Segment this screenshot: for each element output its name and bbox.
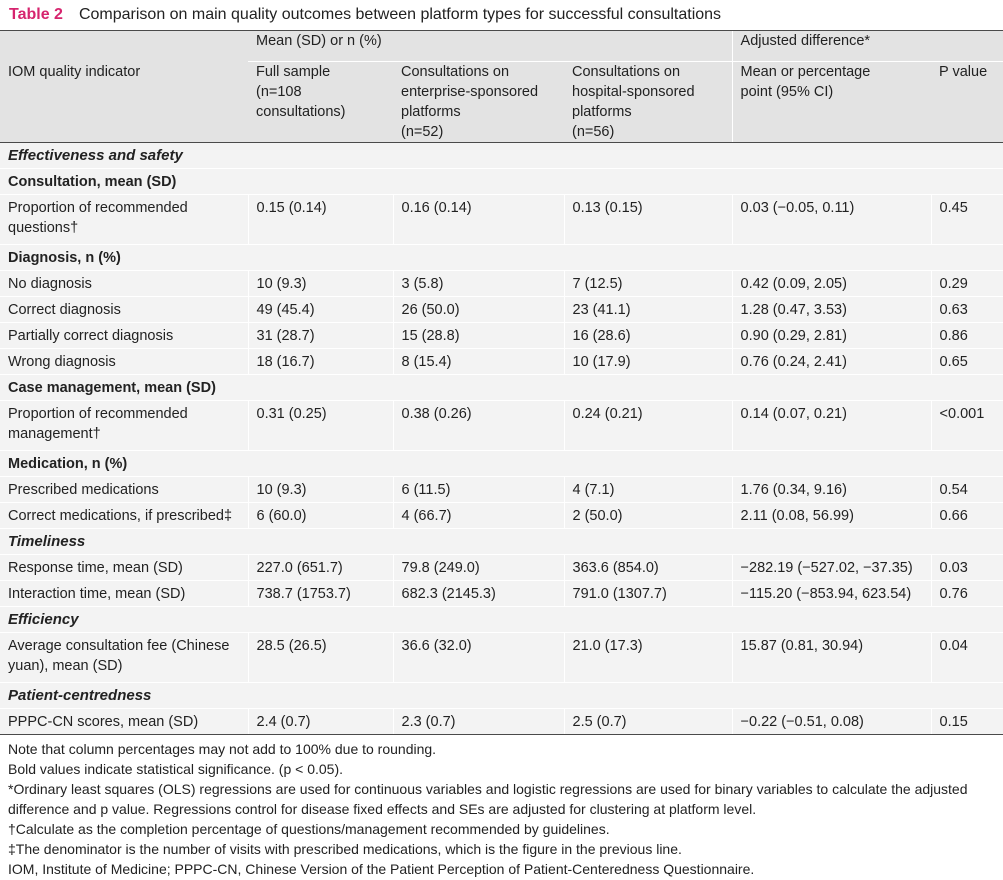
section-label: Patient-centredness [0,683,1003,709]
full-sample-cell: 31 (28.7) [248,323,393,349]
section-label: Effectiveness and safety [0,143,1003,169]
table-title-bar [0,0,1003,31]
indicator-cell: Correct medications, if prescribed‡ [0,503,248,529]
enterprise-cell: 0.38 (0.26) [393,401,564,451]
enterprise-cell: 36.6 (32.0) [393,633,564,683]
indicator-cell: PPPC-CN scores, mean (SD) [0,709,248,735]
subsection-label: Case management, mean (SD) [0,375,1003,401]
table-label: Table 2 [9,6,63,23]
difference-cell: 0.03 (−0.05, 0.11) [732,195,931,245]
header-full-sample [248,62,393,143]
header-group-adjusted: Adjusted difference* [732,31,1003,62]
difference-cell: 2.11 (0.08, 56.99) [732,503,931,529]
hospital-cell: 791.0 (1307.7) [564,581,732,607]
header-diff-line: Mean or percentage [740,64,871,80]
indicator-cell: Correct diagnosis [0,297,248,323]
indicator-cell: Interaction time, mean (SD) [0,581,248,607]
p-value-cell: 0.03 [931,555,1003,581]
section-label: Efficiency [0,607,1003,633]
header-hosp-line: hospital-sponsored [572,84,695,100]
difference-cell: −0.22 (−0.51, 0.08) [732,709,931,735]
header-ent-line: enterprise-sponsored [401,84,539,100]
p-value-cell: 0.54 [931,477,1003,503]
indicator-cell: Response time, mean (SD) [0,555,248,581]
subsection-row [0,375,1003,401]
enterprise-cell: 3 (5.8) [393,271,564,297]
note-line: IOM, Institute of Medicine; PPPC-CN, Chinese Version of the Patient Perception of Patient-Centeredness Questionnaire. [8,861,755,877]
hospital-cell: 0.13 (0.15) [564,195,732,245]
note-line: Note that column percentages may not add to 100% due to rounding. [8,741,437,757]
hospital-cell: 16 (28.6) [564,323,732,349]
header-hosp-line: Consultations on [572,64,681,80]
table-row [0,503,1003,529]
p-value-cell: 0.45 [931,195,1003,245]
subsection-label: Consultation, mean (SD) [0,169,1003,195]
header-ent-line: platforms [401,104,461,120]
full-sample-cell: 18 (16.7) [248,349,393,375]
header-full-line: consultations) [256,104,346,120]
table-row [0,349,1003,375]
indicator-cell: Wrong diagnosis [0,349,248,375]
full-sample-cell: 227.0 (651.7) [248,555,393,581]
p-value-cell: 0.15 [931,709,1003,735]
section-row [0,529,1003,555]
header-full-line: Full sample [256,64,331,80]
difference-cell: 15.87 (0.81, 30.94) [732,633,931,683]
table-row [0,555,1003,581]
p-value-cell: 0.04 [931,633,1003,683]
header-indicator: IOM quality indicator [0,62,248,143]
subsection-label: Medication, n (%) [0,451,1003,477]
subsection-label: Diagnosis, n (%) [0,245,1003,271]
hospital-cell: 0.24 (0.21) [564,401,732,451]
header-ent-line: Consultations on [401,64,510,80]
p-value-cell: 0.86 [931,323,1003,349]
difference-cell: 1.28 (0.47, 3.53) [732,297,931,323]
table-row [0,195,1003,245]
hospital-cell: 4 (7.1) [564,477,732,503]
indicator-cell: Partially correct diagnosis [0,323,248,349]
difference-cell: 1.76 (0.34, 9.16) [732,477,931,503]
difference-cell: −115.20 (−853.94, 623.54) [732,581,931,607]
hospital-cell: 2.5 (0.7) [564,709,732,735]
difference-cell: −282.19 (−527.02, −37.35) [732,555,931,581]
enterprise-cell: 6 (11.5) [393,477,564,503]
header-p-value: P value [931,62,1003,143]
header-hosp-line: (n=56) [572,124,615,140]
full-sample-cell: 10 (9.3) [248,477,393,503]
table-row [0,633,1003,683]
header-group-mean: Mean (SD) or n (%) [248,31,732,62]
section-row [0,607,1003,633]
difference-cell: 0.90 (0.29, 2.81) [732,323,931,349]
table-row [0,709,1003,735]
p-value-cell: 0.29 [931,271,1003,297]
full-sample-cell: 738.7 (1753.7) [248,581,393,607]
indicator-cell: Prescribed medications [0,477,248,503]
subsection-row [0,245,1003,271]
enterprise-cell: 682.3 (2145.3) [393,581,564,607]
header-blank [0,31,248,62]
subsection-row [0,451,1003,477]
hospital-cell: 7 (12.5) [564,271,732,297]
indicator-cell: Proportion of recommended questions† [0,195,248,245]
full-sample-cell: 49 (45.4) [248,297,393,323]
enterprise-cell: 2.3 (0.7) [393,709,564,735]
full-sample-cell: 0.15 (0.14) [248,195,393,245]
table-row [0,581,1003,607]
note-line: ‡The denominator is the number of visits with prescribed medications, which is the figure in the previous line. [8,841,682,857]
hospital-cell: 363.6 (854.0) [564,555,732,581]
hospital-cell: 2 (50.0) [564,503,732,529]
full-sample-cell: 6 (60.0) [248,503,393,529]
note-line: †Calculate as the completion percentage of questions/management recommended by guidelines. [8,821,610,837]
header-hospital [564,62,732,143]
table-title: Comparison on main quality outcomes between platform types for successful consultations [78,6,722,23]
header-enterprise [393,62,564,143]
subsection-row [0,169,1003,195]
table-row [0,477,1003,503]
full-sample-cell: 10 (9.3) [248,271,393,297]
header-ent-line: (n=52) [401,124,444,140]
enterprise-cell: 8 (15.4) [393,349,564,375]
full-sample-cell: 28.5 (26.5) [248,633,393,683]
section-label: Timeliness [0,529,1003,555]
table-row [0,323,1003,349]
p-value-cell: <0.001 [931,401,1003,451]
section-row [0,683,1003,709]
header-diff-line: point (95% CI) [740,84,834,100]
full-sample-cell: 0.31 (0.25) [248,401,393,451]
difference-cell: 0.76 (0.24, 2.41) [732,349,931,375]
enterprise-cell: 4 (66.7) [393,503,564,529]
enterprise-cell: 15 (28.8) [393,323,564,349]
quality-outcomes-table [0,31,1003,735]
header-difference [732,62,931,143]
difference-cell: 0.42 (0.09, 2.05) [732,271,931,297]
p-value-cell: 0.65 [931,349,1003,375]
table-row [0,271,1003,297]
indicator-cell: Proportion of recommended management† [0,401,248,451]
p-value-cell: 0.66 [931,503,1003,529]
enterprise-cell: 79.8 (249.0) [393,555,564,581]
indicator-cell: No diagnosis [0,271,248,297]
table-row [0,297,1003,323]
section-row [0,143,1003,169]
enterprise-cell: 0.16 (0.14) [393,195,564,245]
header-full-line: (n=108 [256,84,302,100]
p-value-cell: 0.76 [931,581,1003,607]
hospital-cell: 10 (17.9) [564,349,732,375]
enterprise-cell: 26 (50.0) [393,297,564,323]
note-line: *Ordinary least squares (OLS) regressions are used for continuous variables and logistic regressions are used for binary variables to calculate the adjusted difference and p value. Regressions control for disease fixed effects and SEs are adjusted for clustering at platform level. [8,781,968,817]
table-row [0,401,1003,451]
p-value-cell: 0.63 [931,297,1003,323]
difference-cell: 0.14 (0.07, 0.21) [732,401,931,451]
hospital-cell: 23 (41.1) [564,297,732,323]
indicator-cell: Average consultation fee (Chinese yuan), mean (SD) [0,633,248,683]
header-hosp-line: platforms [572,104,632,120]
hospital-cell: 21.0 (17.3) [564,633,732,683]
full-sample-cell: 2.4 (0.7) [248,709,393,735]
table-notes [0,735,1003,879]
table-body [0,143,1003,735]
note-line: Bold values indicate statistical significance. (p < 0.05). [8,761,344,777]
